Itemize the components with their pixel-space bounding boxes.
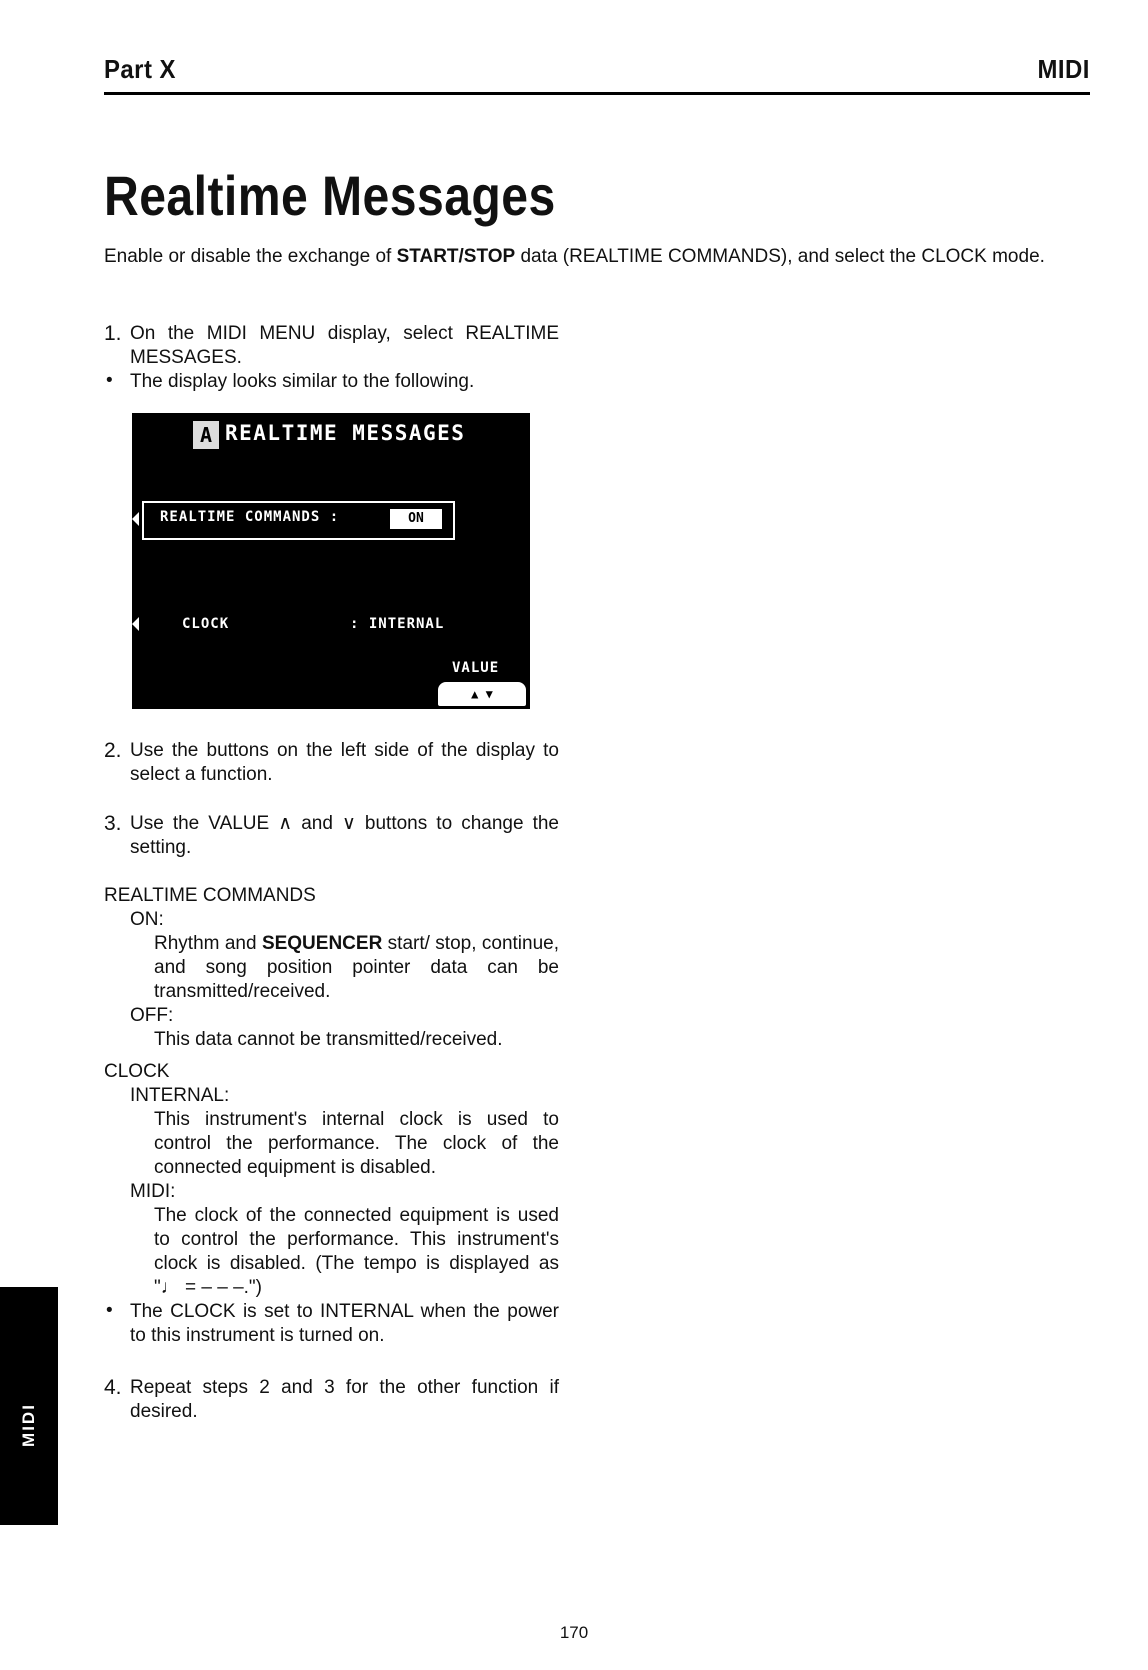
select-arrow-icon[interactable]	[132, 512, 139, 526]
clock-section	[104, 1060, 559, 1348]
value-label: VALUE	[452, 660, 500, 676]
realtime-on-after: start/ stop, continue, and song position pointer data can be transmitted/received.	[154, 933, 559, 1002]
page-title: Realtime Messages	[104, 164, 556, 227]
clock-midi-label: MIDI:	[130, 1181, 176, 1202]
bullet-1-text: The display looks similar to the following.	[130, 371, 475, 392]
header-part: Part X	[104, 54, 176, 84]
side-index-tab	[0, 1287, 58, 1525]
clock-value: : INTERNAL	[350, 616, 445, 632]
realtime-commands-value: ON	[390, 509, 442, 529]
page-a-icon: A	[193, 421, 219, 449]
clock-internal-text: This instrument's internal clock is used to control the performance. The clock of the connected equipment is disabled.	[154, 1109, 559, 1178]
bullet-2-text: The CLOCK is set to INTERNAL when the power to this instrument is turned on.	[130, 1301, 559, 1346]
step-1-text: On the MIDI MENU display, select REALTIME MESSAGES.	[130, 323, 559, 368]
header-rule	[104, 92, 1090, 95]
bullet-dot: •	[106, 1300, 113, 1321]
step-2-text: Use the buttons on the left side of the display to select a function.	[130, 740, 559, 785]
step-1-number: 1.	[104, 322, 122, 345]
realtime-commands-section	[104, 884, 559, 1052]
realtime-on-text	[104, 932, 559, 1004]
step-3-text: Use the VALUE ∧ and ∨ buttons to change the setting.	[130, 813, 559, 858]
realtime-off-label: OFF:	[130, 1005, 174, 1026]
clock-internal-label: INTERNAL:	[130, 1085, 230, 1106]
realtime-on-label: ON:	[130, 909, 164, 930]
step-3-number: 3.	[104, 812, 122, 835]
step-4-text: Repeat steps 2 and 3 for the other function if desired.	[130, 1377, 559, 1422]
realtime-on-bold: SEQUENCER	[261, 933, 383, 954]
step-1	[104, 322, 559, 394]
realtime-on-before: Rhythm and	[154, 933, 262, 954]
bullet-dot: •	[106, 370, 113, 391]
header-section: MIDI	[1037, 54, 1090, 84]
lcd-display	[132, 413, 530, 709]
step-4	[104, 1376, 559, 1424]
step-4-number: 4.	[104, 1376, 122, 1399]
side-tab-label: MIDI	[19, 1403, 38, 1447]
clock-heading: CLOCK	[104, 1061, 170, 1082]
intro-text-bold: START/STOP	[396, 246, 516, 267]
step-3	[104, 812, 559, 860]
intro-text-before: Enable or disable the exchange of	[104, 246, 397, 267]
step-2-number: 2.	[104, 739, 122, 762]
intro-text-after: data (REALTIME COMMANDS), and select the CLOCK mode.	[515, 246, 1045, 267]
intro-paragraph	[104, 244, 1089, 269]
clock-label: CLOCK	[182, 616, 230, 632]
realtime-heading: REALTIME COMMANDS	[104, 885, 316, 906]
select-arrow-icon[interactable]	[132, 617, 139, 631]
clock-midi-text: The clock of the connected equipment is used to control the performance. This instrument's clock is disabled. (The tempo is displayed as "♩ = – – –.")	[154, 1205, 559, 1298]
step-2	[104, 739, 559, 787]
realtime-commands-label: REALTIME COMMANDS :	[160, 509, 340, 525]
lcd-title: REALTIME MESSAGES	[225, 421, 466, 445]
page-number: 170	[559, 1623, 589, 1642]
value-button[interactable]: ▲ ▼	[438, 682, 526, 706]
realtime-off-text: This data cannot be transmitted/received.	[154, 1029, 503, 1050]
